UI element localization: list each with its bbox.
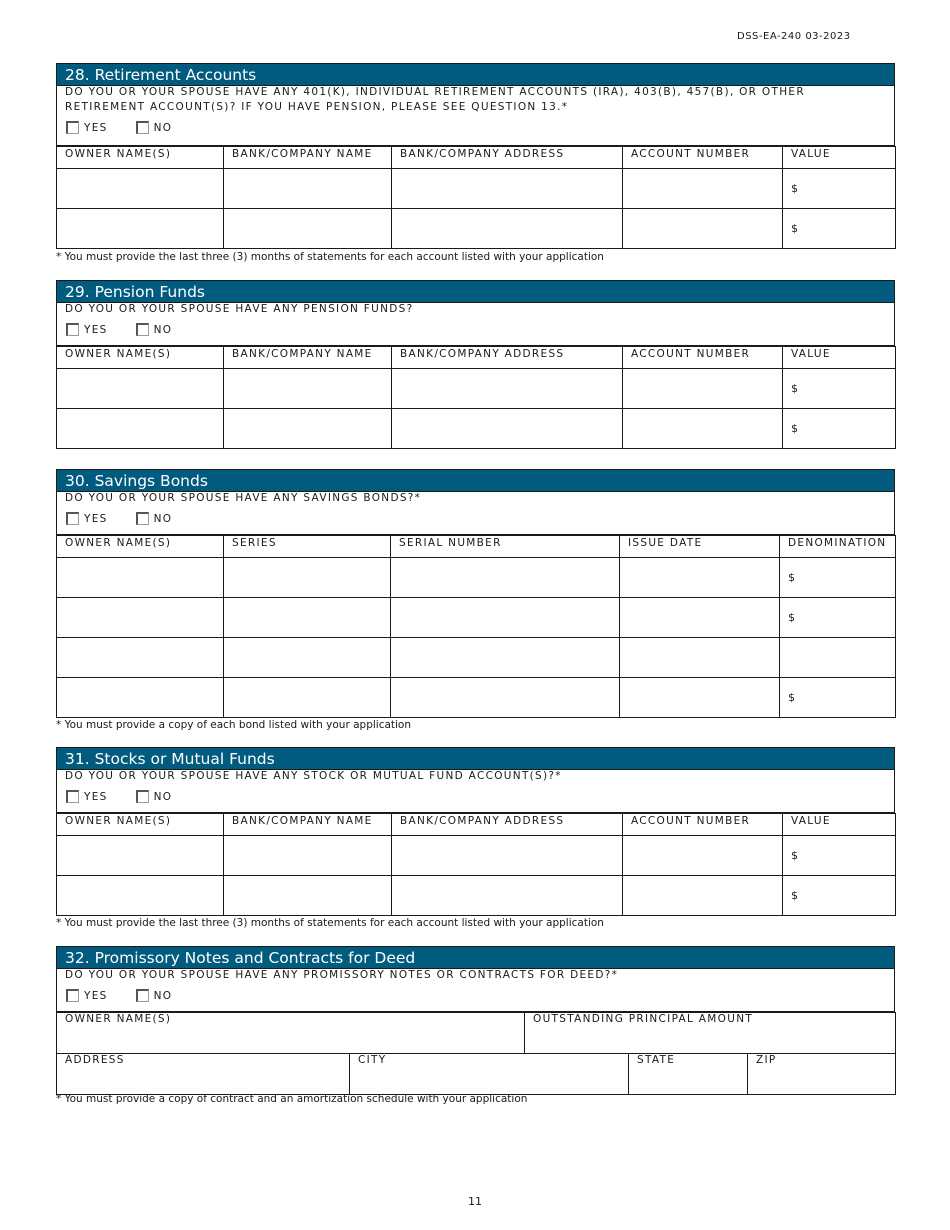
no-checkbox[interactable] bbox=[136, 323, 149, 336]
no-label: NO bbox=[153, 323, 173, 336]
column-header: ISSUE DATE bbox=[620, 536, 780, 558]
value-field[interactable] bbox=[783, 169, 896, 209]
bank-address-field[interactable] bbox=[392, 369, 623, 409]
value-field[interactable] bbox=[783, 409, 896, 449]
owner-name-field[interactable] bbox=[57, 678, 224, 718]
bank-address-field[interactable] bbox=[392, 169, 623, 209]
question-text: DO YOU OR YOUR SPOUSE HAVE ANY PROMISSORY NOTES OR CONTRACTS FOR DEED?* bbox=[65, 969, 619, 981]
yes-no-options bbox=[66, 790, 200, 803]
yes-no-options bbox=[66, 512, 200, 525]
denomination-field[interactable] bbox=[780, 598, 896, 638]
owner-name-field[interactable] bbox=[57, 638, 224, 678]
yes-label: YES bbox=[84, 512, 108, 525]
state-field[interactable] bbox=[629, 1054, 748, 1095]
question-box bbox=[56, 769, 895, 813]
no-label: NO bbox=[153, 790, 173, 803]
column-header: OWNER NAME(S) bbox=[57, 147, 224, 169]
bank-name-field[interactable] bbox=[224, 209, 392, 249]
dollar-sign: $ bbox=[788, 611, 795, 624]
yes-label: YES bbox=[84, 121, 108, 134]
section-promissory-notes bbox=[56, 946, 895, 1095]
table-row bbox=[57, 876, 896, 916]
stocks-table bbox=[56, 813, 896, 916]
column-header: OWNER NAME(S) bbox=[57, 536, 224, 558]
promissory-address-table bbox=[56, 1053, 896, 1095]
yes-label: YES bbox=[84, 790, 108, 803]
section-note: * You must provide the last three (3) months of statements for each account listed with your application bbox=[56, 917, 604, 929]
yes-checkbox[interactable] bbox=[66, 989, 79, 1002]
owner-name-field[interactable] bbox=[57, 409, 224, 449]
denomination-field[interactable] bbox=[780, 558, 896, 598]
bank-name-field[interactable] bbox=[224, 369, 392, 409]
column-header: SERIAL NUMBER bbox=[391, 536, 620, 558]
section-title: 32. Promissory Notes and Contracts for Deed bbox=[56, 946, 895, 969]
account-number-field[interactable] bbox=[623, 369, 783, 409]
column-header: ACCOUNT NUMBER bbox=[623, 147, 783, 169]
pension-table bbox=[56, 346, 896, 449]
no-checkbox[interactable] bbox=[136, 512, 149, 525]
no-label: NO bbox=[153, 512, 173, 525]
dollar-sign: $ bbox=[791, 889, 798, 902]
account-number-field[interactable] bbox=[623, 169, 783, 209]
dollar-sign: $ bbox=[788, 691, 795, 704]
series-field[interactable] bbox=[224, 638, 391, 678]
denomination-field[interactable] bbox=[780, 638, 896, 678]
section-pension-funds bbox=[56, 280, 895, 449]
accounts-table bbox=[56, 146, 896, 249]
column-header: BANK/COMPANY ADDRESS bbox=[392, 147, 623, 169]
owner-name-field[interactable] bbox=[57, 169, 224, 209]
no-checkbox[interactable] bbox=[136, 989, 149, 1002]
owner-name-field[interactable] bbox=[57, 1013, 525, 1054]
column-header: BANK/COMPANY ADDRESS bbox=[392, 814, 623, 836]
yes-checkbox[interactable] bbox=[66, 323, 79, 336]
yes-no-options bbox=[66, 989, 200, 1002]
value-field[interactable] bbox=[783, 369, 896, 409]
serial-number-field[interactable] bbox=[391, 638, 620, 678]
column-header: VALUE bbox=[783, 347, 896, 369]
bank-address-field[interactable] bbox=[392, 836, 623, 876]
section-title: 30. Savings Bonds bbox=[56, 469, 895, 492]
bank-name-field[interactable] bbox=[224, 169, 392, 209]
issue-date-field[interactable] bbox=[620, 558, 780, 598]
city-field[interactable] bbox=[350, 1054, 629, 1095]
question-text: DO YOU OR YOUR SPOUSE HAVE ANY 401(K), INDIVIDUAL RETIREMENT ACCOUNTS (IRA), 403(B), 457(B), OR OTHER RETIREMENT ACCOUNT(S)? IF YOU HAVE PENSION, PLEASE SEE QUESTION 13.* bbox=[65, 86, 805, 113]
address-field[interactable] bbox=[57, 1054, 350, 1095]
value-field[interactable] bbox=[783, 209, 896, 249]
column-header: VALUE bbox=[783, 814, 896, 836]
column-header: ACCOUNT NUMBER bbox=[623, 814, 783, 836]
table-row bbox=[57, 558, 896, 598]
account-number-field[interactable] bbox=[623, 209, 783, 249]
section-savings-bonds bbox=[56, 469, 895, 718]
section-title: 28. Retirement Accounts bbox=[56, 63, 895, 86]
column-header: BANK/COMPANY NAME bbox=[224, 814, 392, 836]
bank-address-field[interactable] bbox=[392, 209, 623, 249]
owner-name-label: OWNER NAME(S) bbox=[65, 1013, 172, 1025]
denomination-field[interactable] bbox=[780, 678, 896, 718]
column-header: BANK/COMPANY NAME bbox=[224, 147, 392, 169]
question-text: DO YOU OR YOUR SPOUSE HAVE ANY PENSION FUNDS? bbox=[65, 303, 414, 315]
question-box bbox=[56, 302, 895, 346]
account-number-field[interactable] bbox=[623, 876, 783, 916]
yes-label: YES bbox=[84, 323, 108, 336]
no-label: NO bbox=[153, 989, 173, 1002]
bank-name-field[interactable] bbox=[224, 836, 392, 876]
page-number: 11 bbox=[468, 1195, 482, 1208]
dollar-sign: $ bbox=[791, 182, 798, 195]
principal-amount-field[interactable] bbox=[525, 1013, 896, 1054]
question-text: DO YOU OR YOUR SPOUSE HAVE ANY SAVINGS BONDS?* bbox=[65, 492, 422, 504]
zip-field[interactable] bbox=[748, 1054, 896, 1095]
serial-number-field[interactable] bbox=[391, 678, 620, 718]
table-row bbox=[57, 409, 896, 449]
address-label: ADDRESS bbox=[65, 1054, 125, 1066]
column-header: VALUE bbox=[783, 147, 896, 169]
owner-name-field[interactable] bbox=[57, 598, 224, 638]
yes-no-options bbox=[66, 323, 200, 336]
section-note: * You must provide the last three (3) months of statements for each account listed with your application bbox=[56, 251, 604, 263]
table-row bbox=[57, 638, 896, 678]
bank-address-field[interactable] bbox=[392, 409, 623, 449]
yes-checkbox[interactable] bbox=[66, 121, 79, 134]
section-note: * You must provide a copy of contract and an amortization schedule with your application bbox=[56, 1093, 528, 1105]
yes-checkbox[interactable] bbox=[66, 512, 79, 525]
yes-checkbox[interactable] bbox=[66, 790, 79, 803]
issue-date-field[interactable] bbox=[620, 598, 780, 638]
serial-number-field[interactable] bbox=[391, 598, 620, 638]
series-field[interactable] bbox=[224, 558, 391, 598]
column-header: OWNER NAME(S) bbox=[57, 814, 224, 836]
principal-amount-label: OUTSTANDING PRINCIPAL AMOUNT bbox=[533, 1013, 754, 1025]
zip-label: ZIP bbox=[756, 1054, 777, 1066]
no-checkbox[interactable] bbox=[136, 790, 149, 803]
no-checkbox[interactable] bbox=[136, 121, 149, 134]
owner-name-field[interactable] bbox=[57, 558, 224, 598]
table-row bbox=[57, 169, 896, 209]
promissory-owner-table bbox=[56, 1012, 896, 1054]
bank-name-field[interactable] bbox=[224, 876, 392, 916]
section-retirement-accounts bbox=[56, 63, 895, 249]
table-row bbox=[57, 598, 896, 638]
value-field[interactable] bbox=[783, 876, 896, 916]
value-field[interactable] bbox=[783, 836, 896, 876]
column-header: DENOMINATION bbox=[780, 536, 896, 558]
column-header: BANK/COMPANY ADDRESS bbox=[392, 347, 623, 369]
no-label: NO bbox=[153, 121, 173, 134]
column-header: BANK/COMPANY NAME bbox=[224, 347, 392, 369]
section-title: 31. Stocks or Mutual Funds bbox=[56, 747, 895, 770]
owner-name-field[interactable] bbox=[57, 876, 224, 916]
serial-number-field[interactable] bbox=[391, 558, 620, 598]
section-title: 29. Pension Funds bbox=[56, 280, 895, 303]
state-label: STATE bbox=[637, 1054, 676, 1066]
column-header: ACCOUNT NUMBER bbox=[623, 347, 783, 369]
city-label: CITY bbox=[358, 1054, 387, 1066]
series-field[interactable] bbox=[224, 598, 391, 638]
yes-no-options bbox=[66, 121, 200, 134]
bank-address-field[interactable] bbox=[392, 876, 623, 916]
series-field[interactable] bbox=[224, 678, 391, 718]
question-box bbox=[56, 968, 895, 1012]
column-header: SERIES bbox=[224, 536, 391, 558]
owner-name-field[interactable] bbox=[57, 836, 224, 876]
owner-name-field[interactable] bbox=[57, 209, 224, 249]
table-row bbox=[57, 836, 896, 876]
dollar-sign: $ bbox=[791, 849, 798, 862]
question-text: DO YOU OR YOUR SPOUSE HAVE ANY STOCK OR MUTUAL FUND ACCOUNT(S)?* bbox=[65, 770, 562, 782]
table-row bbox=[57, 678, 896, 718]
table-row bbox=[57, 209, 896, 249]
form-id: DSS-EA-240 03-2023 bbox=[737, 31, 851, 42]
section-stocks-mutual-funds bbox=[56, 747, 895, 916]
issue-date-field[interactable] bbox=[620, 678, 780, 718]
column-header: OWNER NAME(S) bbox=[57, 347, 224, 369]
owner-name-field[interactable] bbox=[57, 369, 224, 409]
dollar-sign: $ bbox=[791, 382, 798, 395]
dollar-sign: $ bbox=[788, 571, 795, 584]
bank-name-field[interactable] bbox=[224, 409, 392, 449]
bonds-table bbox=[56, 535, 896, 718]
account-number-field[interactable] bbox=[623, 836, 783, 876]
table-row bbox=[57, 369, 896, 409]
yes-label: YES bbox=[84, 989, 108, 1002]
question-box bbox=[56, 491, 895, 535]
issue-date-field[interactable] bbox=[620, 638, 780, 678]
dollar-sign: $ bbox=[791, 422, 798, 435]
dollar-sign: $ bbox=[791, 222, 798, 235]
account-number-field[interactable] bbox=[623, 409, 783, 449]
section-note: * You must provide a copy of each bond listed with your application bbox=[56, 719, 412, 731]
question-box bbox=[56, 85, 895, 146]
